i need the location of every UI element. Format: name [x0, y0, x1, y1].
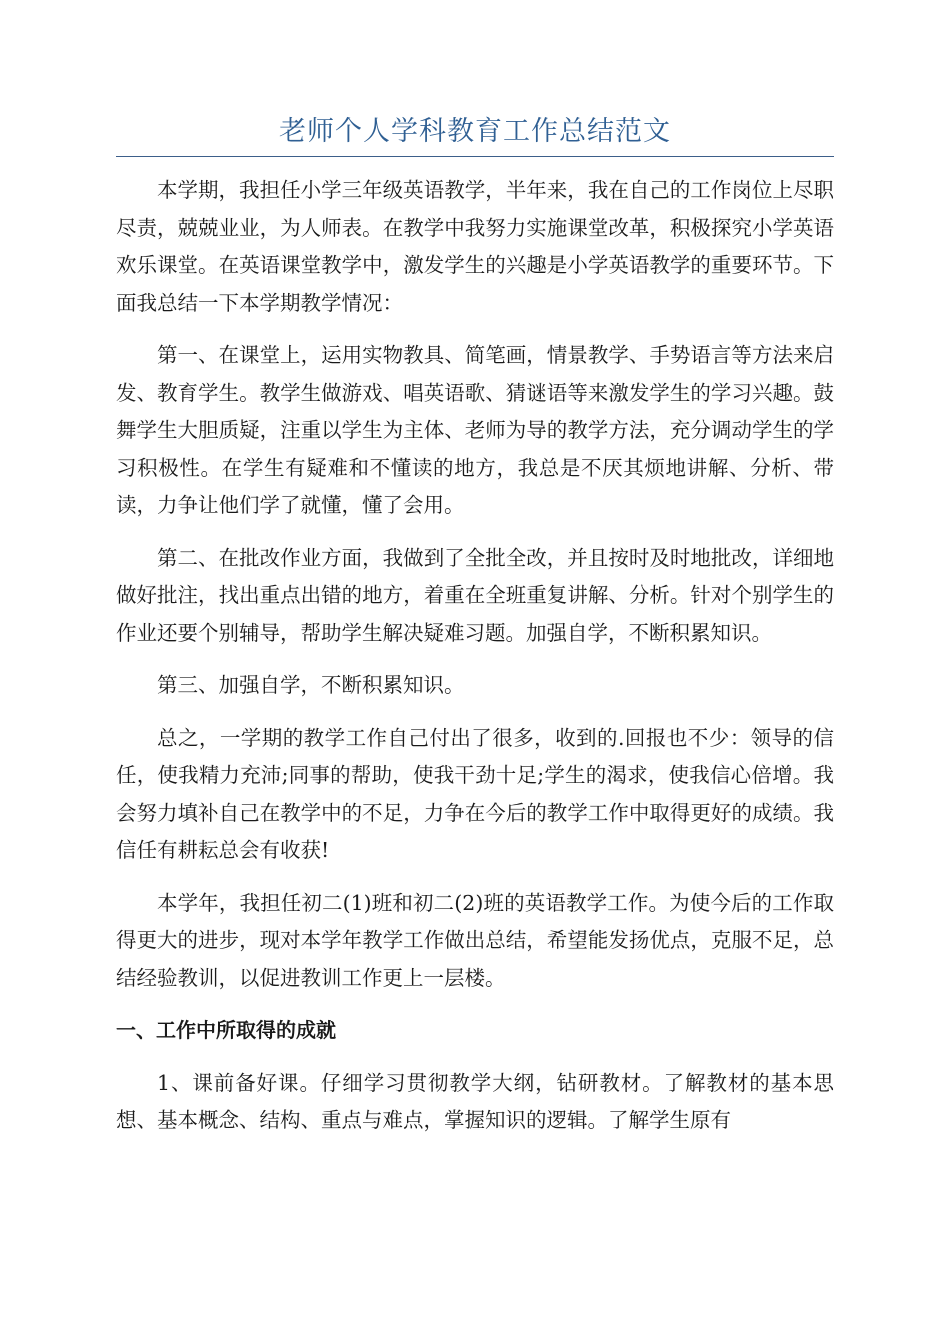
paragraph-school-year: 本学年，我担任初二(1)班和初二(2)班的英语教学工作。为使今后的工作取得更大的进步，现对本学年教学工作做出总结，希望能发扬优点，克服不足，总结经验教训，以促进教训工作更上一层楼。: [116, 890, 834, 990]
paragraph-summary: 总之，一学期的教学工作自己付出了很多，收到的.回报也不少：领导的信任，使我精力充沛;同事的帮助，使我干劲十足;学生的渴求，使我信心倍增。我会努力填补自己在教学中的不足，力争在今后的教学工作中取得更好的成绩。我信任有耕耘总会有收获!: [116, 725, 834, 862]
paragraph-third: 第三、加强自学，不断积累知识。: [157, 673, 465, 697]
paragraph-section-one: 1、课前备好课。仔细学习贯彻教学大纲，钻研教材。了解教材的基本思想、基本概念、结构、重点与难点，掌握知识的逻辑。了解学生原有: [116, 1070, 834, 1132]
document-body: [116, 172, 834, 1155]
paragraph-intro: 本学期，我担任小学三年级英语教学，半年来，我在自己的工作岗位上尽职尽责，兢兢业业，为人师表。在教学中我努力实施课堂改革，积极探究小学英语欢乐课堂。在英语课堂教学中，激发学生的兴趣是小学英语教学的重要环节。下面我总结一下本学期教学情况：: [116, 178, 834, 315]
paragraph-second: 第二、在批改作业方面，我做到了全批全改，并且按时及时地批改，详细地做好批注，找出重点出错的地方，着重在全班重复讲解、分析。针对个别学生的作业还要个别辅导，帮助学生解决疑难习题。加强自学，不断积累知识。: [116, 545, 834, 645]
title-block: [116, 112, 834, 157]
paragraph-first: 第一、在课堂上，运用实物教具、简笔画，情景教学、手势语言等方法来启发、教育学生。教学生做游戏、唱英语歌、猜谜语等来激发学生的学习兴趣。鼓舞学生大胆质疑，注重以学生为主体、老师为导的教学方法，充分调动学生的学习积极性。在学生有疑难和不懂读的地方，我总是不厌其烦地讲解、分析、带读，力争让他们学了就懂，懂了会用。: [116, 343, 834, 517]
page-title: 老师个人学科教育工作总结范文: [279, 116, 671, 147]
section-heading: 一、工作中所取得的成就: [116, 1018, 336, 1042]
